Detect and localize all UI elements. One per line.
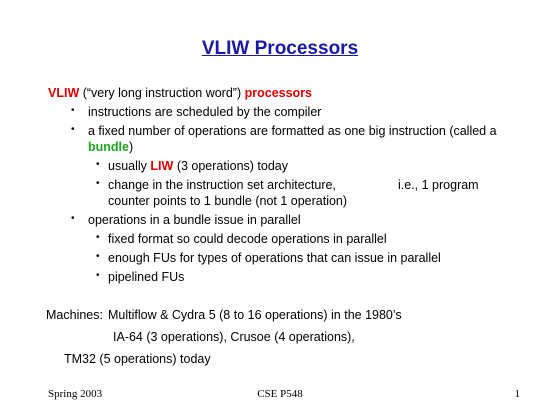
slide-body xyxy=(48,85,553,367)
bullet-text: pipelined FUs xyxy=(108,270,185,284)
bullet-text: enough FUs for types of operations that can issue in parallel xyxy=(108,251,441,265)
bullet-text: fixed format so could decode operations in parallel xyxy=(108,232,387,246)
machines-text: IA-64 (3 operations), Crusoe (4 operations), xyxy=(113,330,355,344)
bullet-text: counter points to 1 bundle (not 1 operation) xyxy=(108,194,348,208)
slide-title: VLIW Processors xyxy=(201,38,359,59)
machines-text: Multiflow & Cydra 5 (8 to 16 operations) in the 1980’s xyxy=(108,308,402,322)
machines-line-2 xyxy=(48,329,553,345)
machines-line-3 xyxy=(48,351,553,367)
machines-label: Machines: xyxy=(46,308,103,322)
subbullet-isa xyxy=(48,177,553,193)
bullet-text: a fixed number of operations are formatted as one big instruction (called a xyxy=(88,124,497,138)
bullet-fixed-number-cont xyxy=(48,139,553,155)
subbullet-decode xyxy=(48,231,553,247)
intro-line xyxy=(48,85,553,101)
vliw-term: VLIW xyxy=(48,86,80,100)
machines-line-1 xyxy=(46,307,553,323)
bullet-text: i.e., 1 program xyxy=(398,178,479,192)
subbullet-liw xyxy=(48,158,553,174)
subbullet-pipelined xyxy=(48,269,553,285)
bundle-term: bundle xyxy=(88,140,129,154)
machines-text: TM32 (5 operations) today xyxy=(64,352,211,366)
footer-date: Spring 2003 xyxy=(48,388,103,400)
bullet-marker: • xyxy=(71,105,75,116)
vliw-definition: (“very long instruction word”) xyxy=(82,86,242,100)
bullet-marker: • xyxy=(96,251,100,262)
bullet-text: (3 operations) today xyxy=(176,159,288,173)
bullet-marker: • xyxy=(71,213,75,224)
subbullet-isa-cont xyxy=(48,193,553,209)
processors-term: processors xyxy=(244,86,313,100)
bullet-compiler xyxy=(48,104,553,120)
subbullet-fus xyxy=(48,250,553,266)
bullet-marker: • xyxy=(96,159,100,170)
bullet-parallel xyxy=(48,212,553,228)
bullet-text: instructions are scheduled by the compiler xyxy=(88,105,322,119)
bullet-fixed-number xyxy=(48,123,553,139)
bullet-marker: • xyxy=(71,124,75,135)
bullet-text: change in the instruction set architecture, xyxy=(108,178,336,192)
liw-term: LIW xyxy=(150,159,174,173)
footer-course: CSE P548 xyxy=(257,388,303,400)
bullet-text: usually xyxy=(108,159,147,173)
bullet-text: operations in a bundle issue in parallel xyxy=(88,213,301,227)
footer-page-number: 1 xyxy=(514,388,520,400)
bullet-text: ) xyxy=(128,140,134,154)
bullet-marker: • xyxy=(96,270,100,281)
bullet-marker: • xyxy=(96,178,100,189)
bullet-marker: • xyxy=(96,232,100,243)
